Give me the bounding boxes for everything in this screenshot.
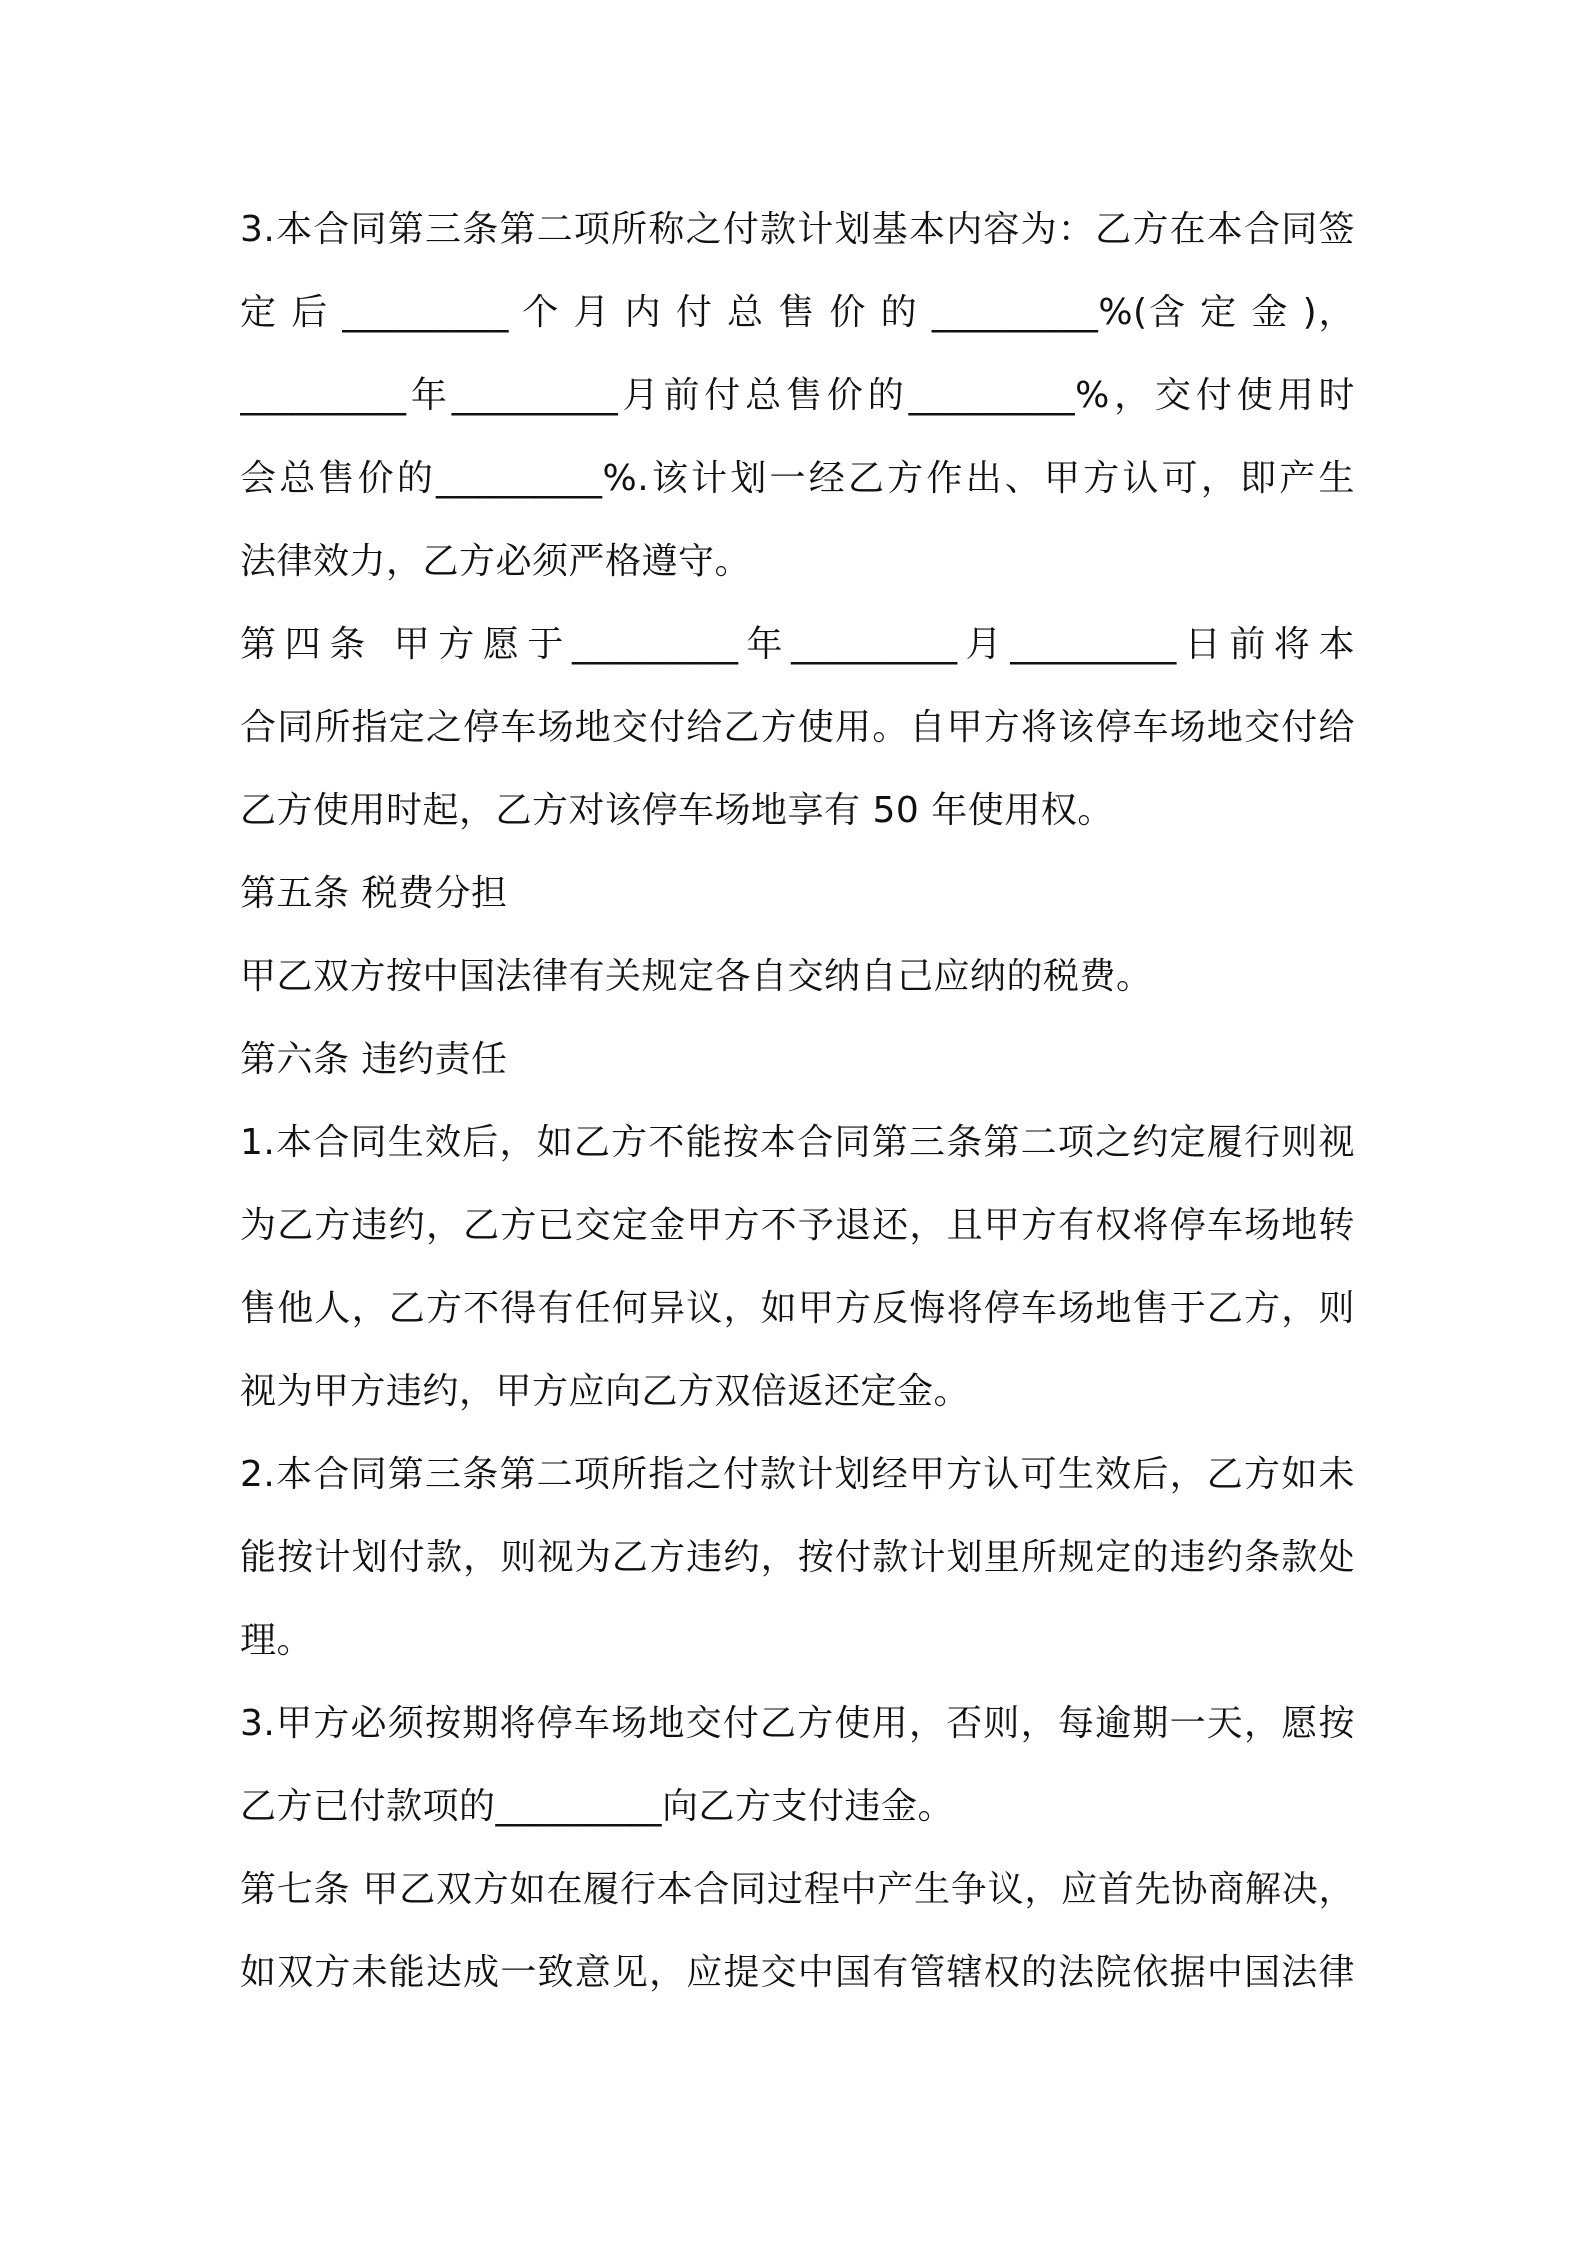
text-line-13: 为乙方违约，乙方已交定金甲方不予退还，且甲方有权将停车场地转	[240, 1205, 1355, 1246]
text-line-1: 3.本合同第三条第二项所称之付款计划基本内容为：乙方在本合同签	[240, 209, 1355, 250]
text-line-3: _________年_________月前付总售价的_________%，交付使用时	[240, 375, 1355, 416]
text-line-12: 1.本合同生效后，如乙方不能按本合同第三条第二项之约定履行则视	[240, 1122, 1355, 1163]
text-line-7: 合同所指定之停车场地交付给乙方使用。自甲方将该停车场地交付给	[240, 707, 1355, 748]
text-line-15: 视为甲方违约，甲方应向乙方双倍返还定金。	[240, 1371, 971, 1412]
text-line-6: 第四条 甲方愿于_________年_________月_________日前将本	[240, 624, 1355, 665]
text-line-5: 法律效力，乙方必须严格遵守。	[240, 541, 752, 582]
text-line-19: 3.甲方必须按期将停车场地交付乙方使用，否则，每逾期一天，愿按	[240, 1703, 1355, 1744]
text-line-2: 定 后 _________ 个 月 内 付 总 售 价 的 _________%(含 定 金 )，	[240, 292, 1355, 333]
text-line-17: 能按计划付款，则视为乙方违约，按付款计划里所规定的违约条款处	[240, 1537, 1355, 1578]
text-line-10: 甲乙双方按中国法律有关规定各自交纳自己应纳的税费。	[240, 956, 1153, 997]
text-line-8: 乙方使用时起，乙方对该停车场地享有 50 年使用权。	[240, 790, 1114, 831]
text-line-16: 2.本合同第三条第二项所指之付款计划经甲方认可生效后，乙方如未	[240, 1454, 1355, 1495]
text-line-20: 乙方已付款项的_________向乙方支付违金。	[240, 1786, 955, 1827]
text-line-4: 会总售价的_________%.该计划一经乙方作出、甲方认可，即产生	[240, 458, 1355, 499]
section-heading-6: 第六条 违约责任	[240, 1039, 508, 1080]
text-line-21: 第七条 甲乙双方如在履行本合同过程中产生争议，应首先协商解决，	[240, 1869, 1355, 1910]
text-line-18: 理。	[240, 1620, 314, 1661]
text-line-14: 售他人，乙方不得有任何异议，如甲方反悔将停车场地售于乙方，则	[240, 1288, 1355, 1329]
section-heading-5: 第五条 税费分担	[240, 873, 508, 914]
text-line-22: 如双方未能达成一致意见，应提交中国有管辖权的法院依据中国法律	[240, 1952, 1355, 1993]
